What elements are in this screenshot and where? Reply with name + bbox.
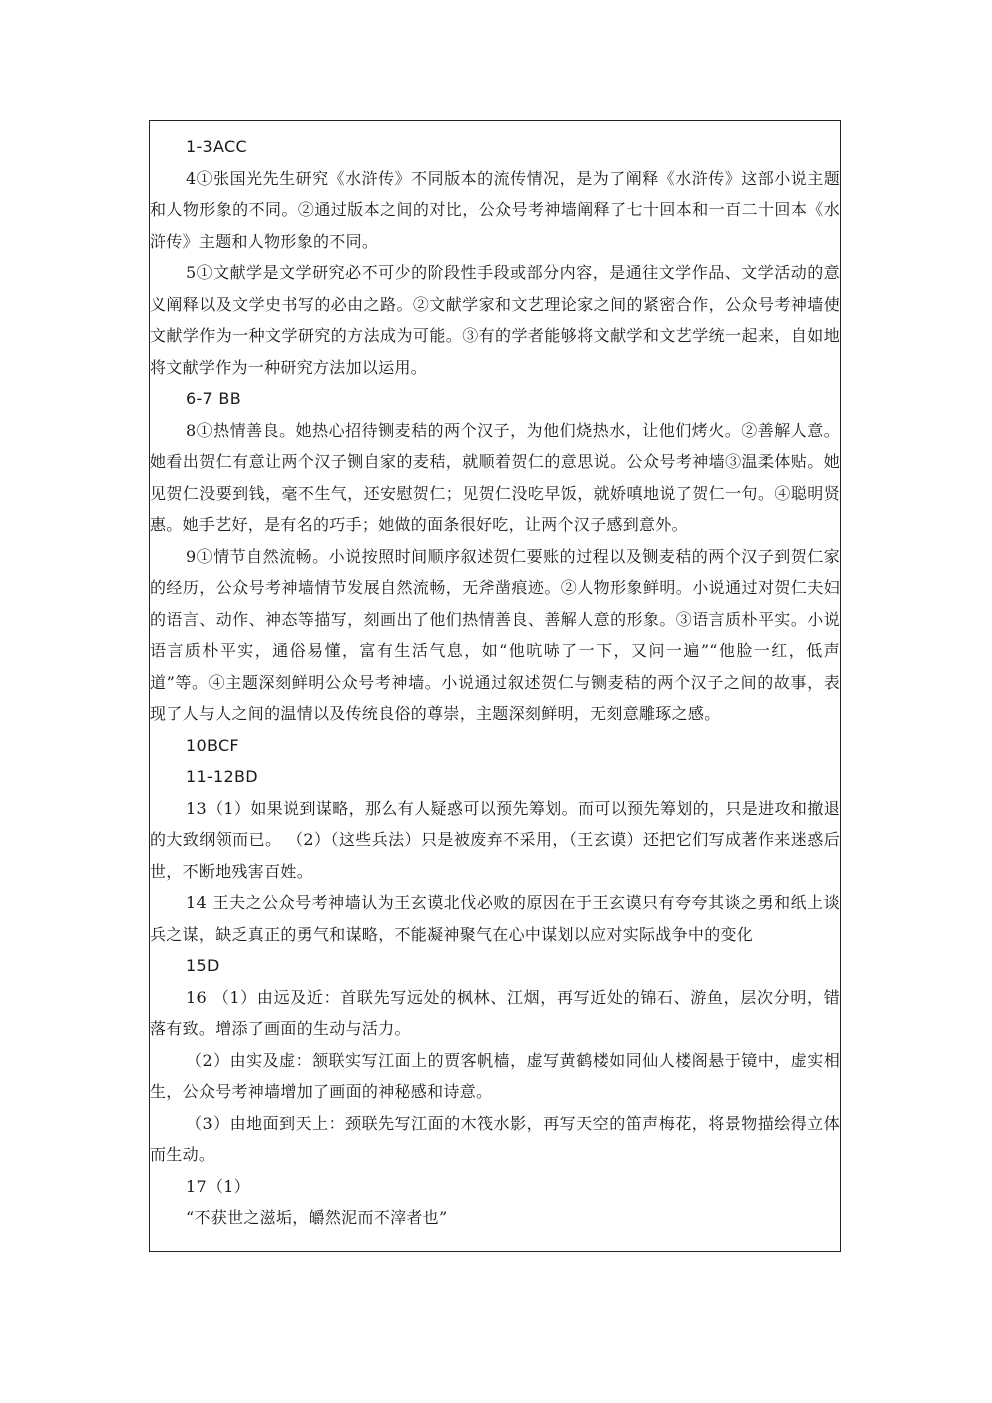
answer-16-3: （3）由地面到天上：颈联先写江面的木筏水影，再写天空的笛声梅花，将景物描绘得立体而生动。: [150, 1113, 840, 1164]
answer-9: 9①情节自然流畅。小说按照时间顺序叙述贺仁要账的过程以及铡麦秸的两个汉子到贺仁家的经历，公众号考神墙情节发展自然流畅，无斧凿痕迹。②人物形象鲜明。小说通过对贺仁夫妇的语言、动作、神态等描写，刻画出了他们热情善良、善解人意的形象。③语言质朴平实。小说语言质朴平实，通俗易懂，富有生活气息，如“他吭哧了一下，又问一遍”“他脸一红，低声道”等。④主题深刻鲜明公众号考神墙。小说通过叙述贺仁与铡麦秸的两个汉子之间的故事，表现了人与人之间的温情以及传统良俗的尊崇，主题深刻鲜明，无刻意雕琢之感。: [150, 546, 840, 723]
answer-14: 14 王夫之公众号考神墙认为王玄谟北伐必败的原因在于王玄谟只有夸夸其谈之勇和纸上谈兵之谋，缺乏真正的勇气和谋略，不能凝神聚气在心中谋划以应对实际战争中的变化: [150, 893, 840, 944]
answer-17-1: 17（1）: [186, 1176, 251, 1196]
answer-16-2: （2）由实及虚：颔联实写江面上的贾客帆樯，虚写黄鹤楼如同仙人楼阁悬于镜中，虚实相生，公众号考神墙增加了画面的神秘感和诗意。: [150, 1050, 840, 1101]
answer-box: [149, 120, 841, 1252]
answer-11-12: 11-12BD: [186, 767, 258, 786]
answer-1-3: 1-3ACC: [186, 137, 247, 156]
answer-17-quote: “不获世之滋垢，皭然泥而不滓者也”: [186, 1208, 448, 1227]
answer-10: 10BCF: [186, 735, 239, 755]
answer-15: 15D: [186, 956, 220, 975]
answer-13: 13（1）如果说到谋略，那么有人疑惑可以预先筹划。而可以预先筹划的，只是进攻和撤退的大致纲领而已。 （2）（这些兵法）只是被废弃不采用，（王玄谟）还把它们写成著作来迷惑后世，不断地残害百姓。: [150, 798, 840, 881]
answer-4: 4①张国光先生研究《水浒传》不同版本的流传情况，是为了阐释《水浒传》这部小说主题和人物形象的不同。②通过版本之间的对比，公众号考神墙阐释了七十回本和一百二十回本《水浒传》主题和人物形象的不同。: [150, 168, 840, 251]
answer-6-7: 6-7 BB: [186, 389, 241, 408]
answer-16-1: 16 （1）由远及近：首联先写远处的枫林、江烟，再写近处的锦石、游鱼，层次分明，错落有致。增添了画面的生动与活力。: [150, 987, 840, 1038]
answer-5: 5①文献学是文学研究必不可少的阶段性手段或部分内容，是通往文学作品、文学活动的意义阐释以及文学史书写的必由之路。②文献学家和文艺理论家之间的紧密合作，公众号考神墙使文献学作为一种文学研究的方法成为可能。③有的学者能够将文献学和文艺学统一起来，自如地将文献学作为一种研究方法加以运用。: [150, 263, 840, 377]
answer-8: 8①热情善良。她热心招待铡麦秸的两个汉子，为他们烧热水，让他们烤火。②善解人意。她看出贺仁有意让两个汉子铡自家的麦秸，就顺着贺仁的意思说。公众号考神墙③温柔体贴。她见贺仁没要到钱，毫不生气，还安慰贺仁；见贺仁没吃早饭，就娇嗔地说了贺仁一句。④聪明贤惠。她手艺好，是有名的巧手；她做的面条很好吃，让两个汉子感到意外。: [150, 420, 840, 534]
